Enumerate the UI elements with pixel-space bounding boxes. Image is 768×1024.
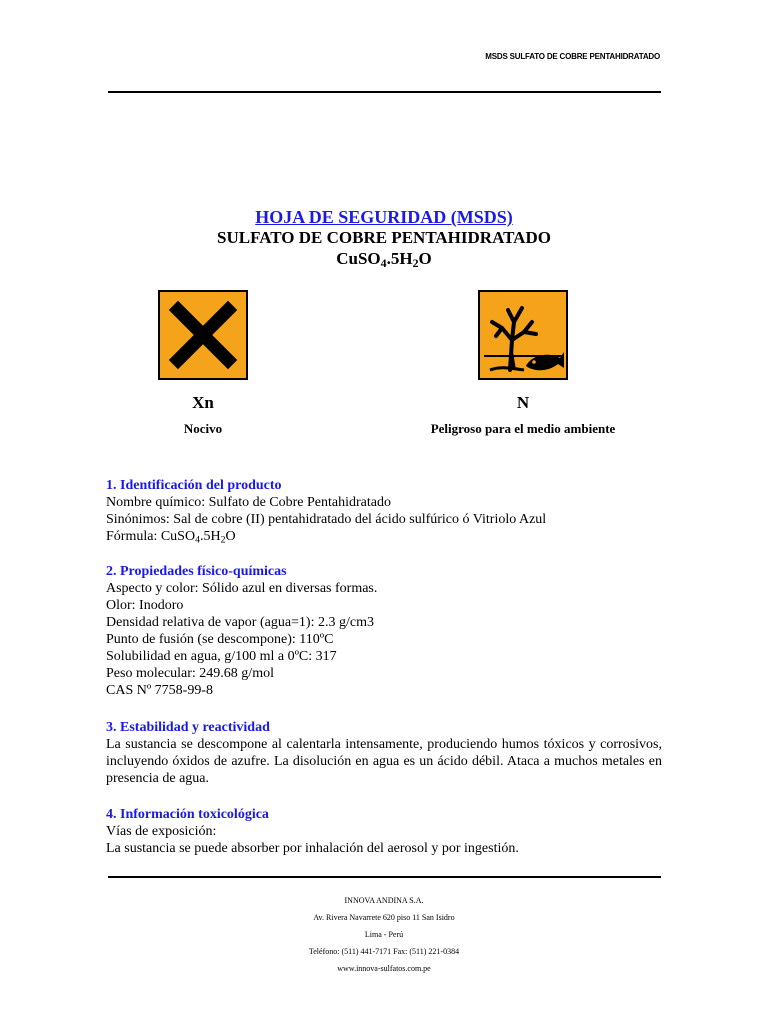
property-line: Aspecto y color: Sólido azul en diversas formas. — [106, 581, 378, 596]
environment-hazard-icon — [478, 290, 568, 380]
section-heading: 4. Información toxicológica — [106, 807, 269, 822]
property-line: Solubilidad en agua, g/100 ml a 0ºC: 317 — [106, 649, 337, 664]
product-name: SULFATO DE COBRE PENTAHIDRATADO — [217, 228, 551, 247]
section-physical-chemical — [106, 563, 662, 699]
company-phone: Teléfono: (511) 441-7171 Fax: (511) 221-0384 — [308, 947, 460, 956]
property-line: Olor: Inodoro — [106, 598, 184, 613]
section-heading: 3. Estabilidad y reactividad — [106, 720, 270, 735]
section-heading: 2. Propiedades físico-químicas — [106, 564, 287, 579]
chemical-formula: $CuSO_4.5H_2O$ — [336, 249, 432, 270]
company-website[interactable]: www.innova-sulfatos.com.pe — [337, 964, 431, 973]
property-line: Peso molecular: 249.68 g/mol — [106, 666, 274, 681]
company-city: Lima - Perú — [364, 930, 404, 939]
section-toxicology — [106, 806, 662, 857]
header-divider — [108, 91, 661, 93]
property-line: Densidad relativa de vapor (agua=1): 2.3 g/cm3 — [106, 615, 374, 630]
document-header-label: MSDS SULFATO DE COBRE PENTAHIDRATADO — [485, 52, 660, 61]
hazard-code-xn: Xn — [192, 393, 214, 412]
section-stability — [106, 719, 662, 787]
hazard-label-n: Peligroso para el medio ambiente — [430, 421, 616, 436]
section-body: La sustancia se descompone al calentarla intensamente, produciendo humos tóxicos y corrosivos, incluyendo óxidos de azufre. La disolución en agua es un ácido débil. Ataca a muchos metales en presencia de agua. — [106, 737, 662, 786]
document-title: HOJA DE SEGURIDAD (MSDS) — [255, 207, 513, 227]
hazard-code-n: N — [516, 393, 530, 412]
footer-divider — [108, 876, 661, 878]
section-line: La sustancia se puede absorber por inhalación del aerosol y por ingestión. — [106, 841, 519, 856]
section-heading: 1. Identificación del producto — [106, 478, 282, 493]
section-line: Vías de exposición: — [106, 824, 217, 839]
property-line: CAS Nº 7758-99-8 — [106, 683, 214, 698]
company-name: INNOVA ANDINA S.A. — [344, 896, 424, 905]
hazard-label-xn: Nocivo — [183, 421, 223, 436]
formula-line: Fórmula: $CuSO_4.5H_2O$ — [106, 529, 236, 546]
section-identification — [106, 477, 662, 548]
synonyms-line: Sinónimos: Sal de cobre (II) pentahidratado del ácido sulfúrico ó Vitriolo Azul — [106, 512, 547, 527]
harmful-x-icon — [158, 290, 248, 380]
company-address: Av. Rivera Navarrete 620 piso 11 San Isidro — [313, 913, 455, 922]
property-line: Punto de fusión (se descompone): 110ºC — [106, 632, 334, 647]
company-footer — [0, 892, 768, 977]
chemical-name-line: Nombre químico: Sulfato de Cobre Pentahidratado — [106, 495, 391, 510]
